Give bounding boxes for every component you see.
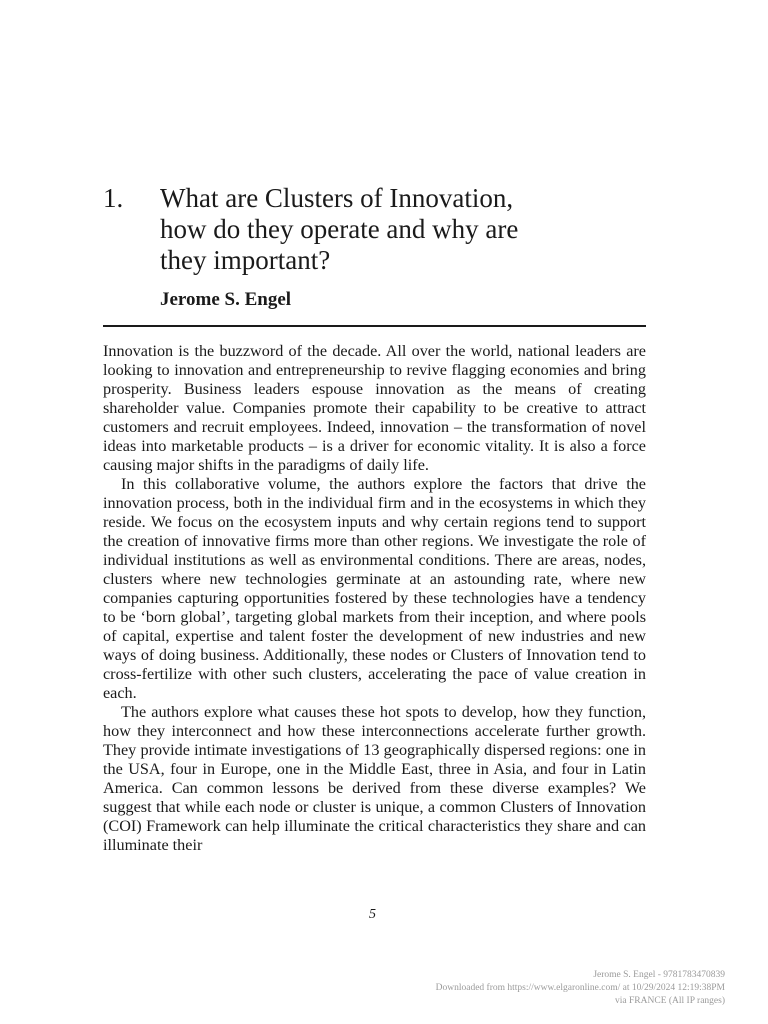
watermark-line: via FRANCE (All IP ranges): [615, 996, 725, 1006]
chapter-author: Jerome S. Engel: [160, 289, 292, 310]
watermark-line: Jerome S. Engel - 9781783470839: [593, 970, 725, 980]
heading-rule: [103, 325, 646, 327]
body-paragraph: In this collaborative volume, the authors explore the factors that drive the innovation process, both in the individual firm and in the ecosystems in which they reside. We focus on the ecosystem inputs and why certain regions tend to support the creation of innovative firms more than other regions. We investigate the role of individual institutions as well as environmental conditions. There are areas, nodes, clusters where new technologies germinate at an astounding rate, where new companies capturing opportunities fostered by these technologies have a tendency to be ‘born global’, targeting global markets from their inception, and where pools of capital, expertise and talent foster the development of new industries and new ways of doing business. Additionally, these nodes or Clusters of Innovation tend to cross-fertilize with other such clusters, accelerating the pace of value creation in each.: [103, 475, 646, 702]
chapter-title: What are Clusters of Innovation, how do they operate and why are they important?: [160, 183, 519, 275]
page-number: 5: [369, 907, 376, 922]
body-paragraph: The authors explore what causes these hot spots to develop, how they function, how they interconnect and how these interconnections accelerate further growth. They provide intimate investigations of 13 geographically dispersed regions: one in the USA, four in Europe, one in the Middle East, three in Asia, and four in Latin America. Can common lessons be derived from these diverse examples? We suggest that while each node or cluster is unique, a common Clusters of Innovation (COI) Framework can help illuminate the critical characteristics they share and can illuminate their: [103, 703, 646, 854]
body-paragraph: Innovation is the buzzword of the decade. All over the world, national leaders are looking to innovation and entrepreneurship to revive flagging economies and bring prosperity. Business leaders espouse innovation as the means of creating shareholder value. Companies promote their capability to be creative to attract customers and recruit employees. Indeed, innovation – the transformation of novel ideas into marketable products – is a driver for economic vitality. It is also a force causing major shifts in the paradigms of daily life.: [103, 342, 646, 474]
chapter-number: 1.: [103, 183, 124, 213]
download-watermark: [325, 969, 725, 1008]
body-text: [103, 342, 646, 855]
watermark-line: Downloaded from https://www.elgaronline.com/ at 10/29/2024 12:19:38PM: [435, 983, 725, 993]
